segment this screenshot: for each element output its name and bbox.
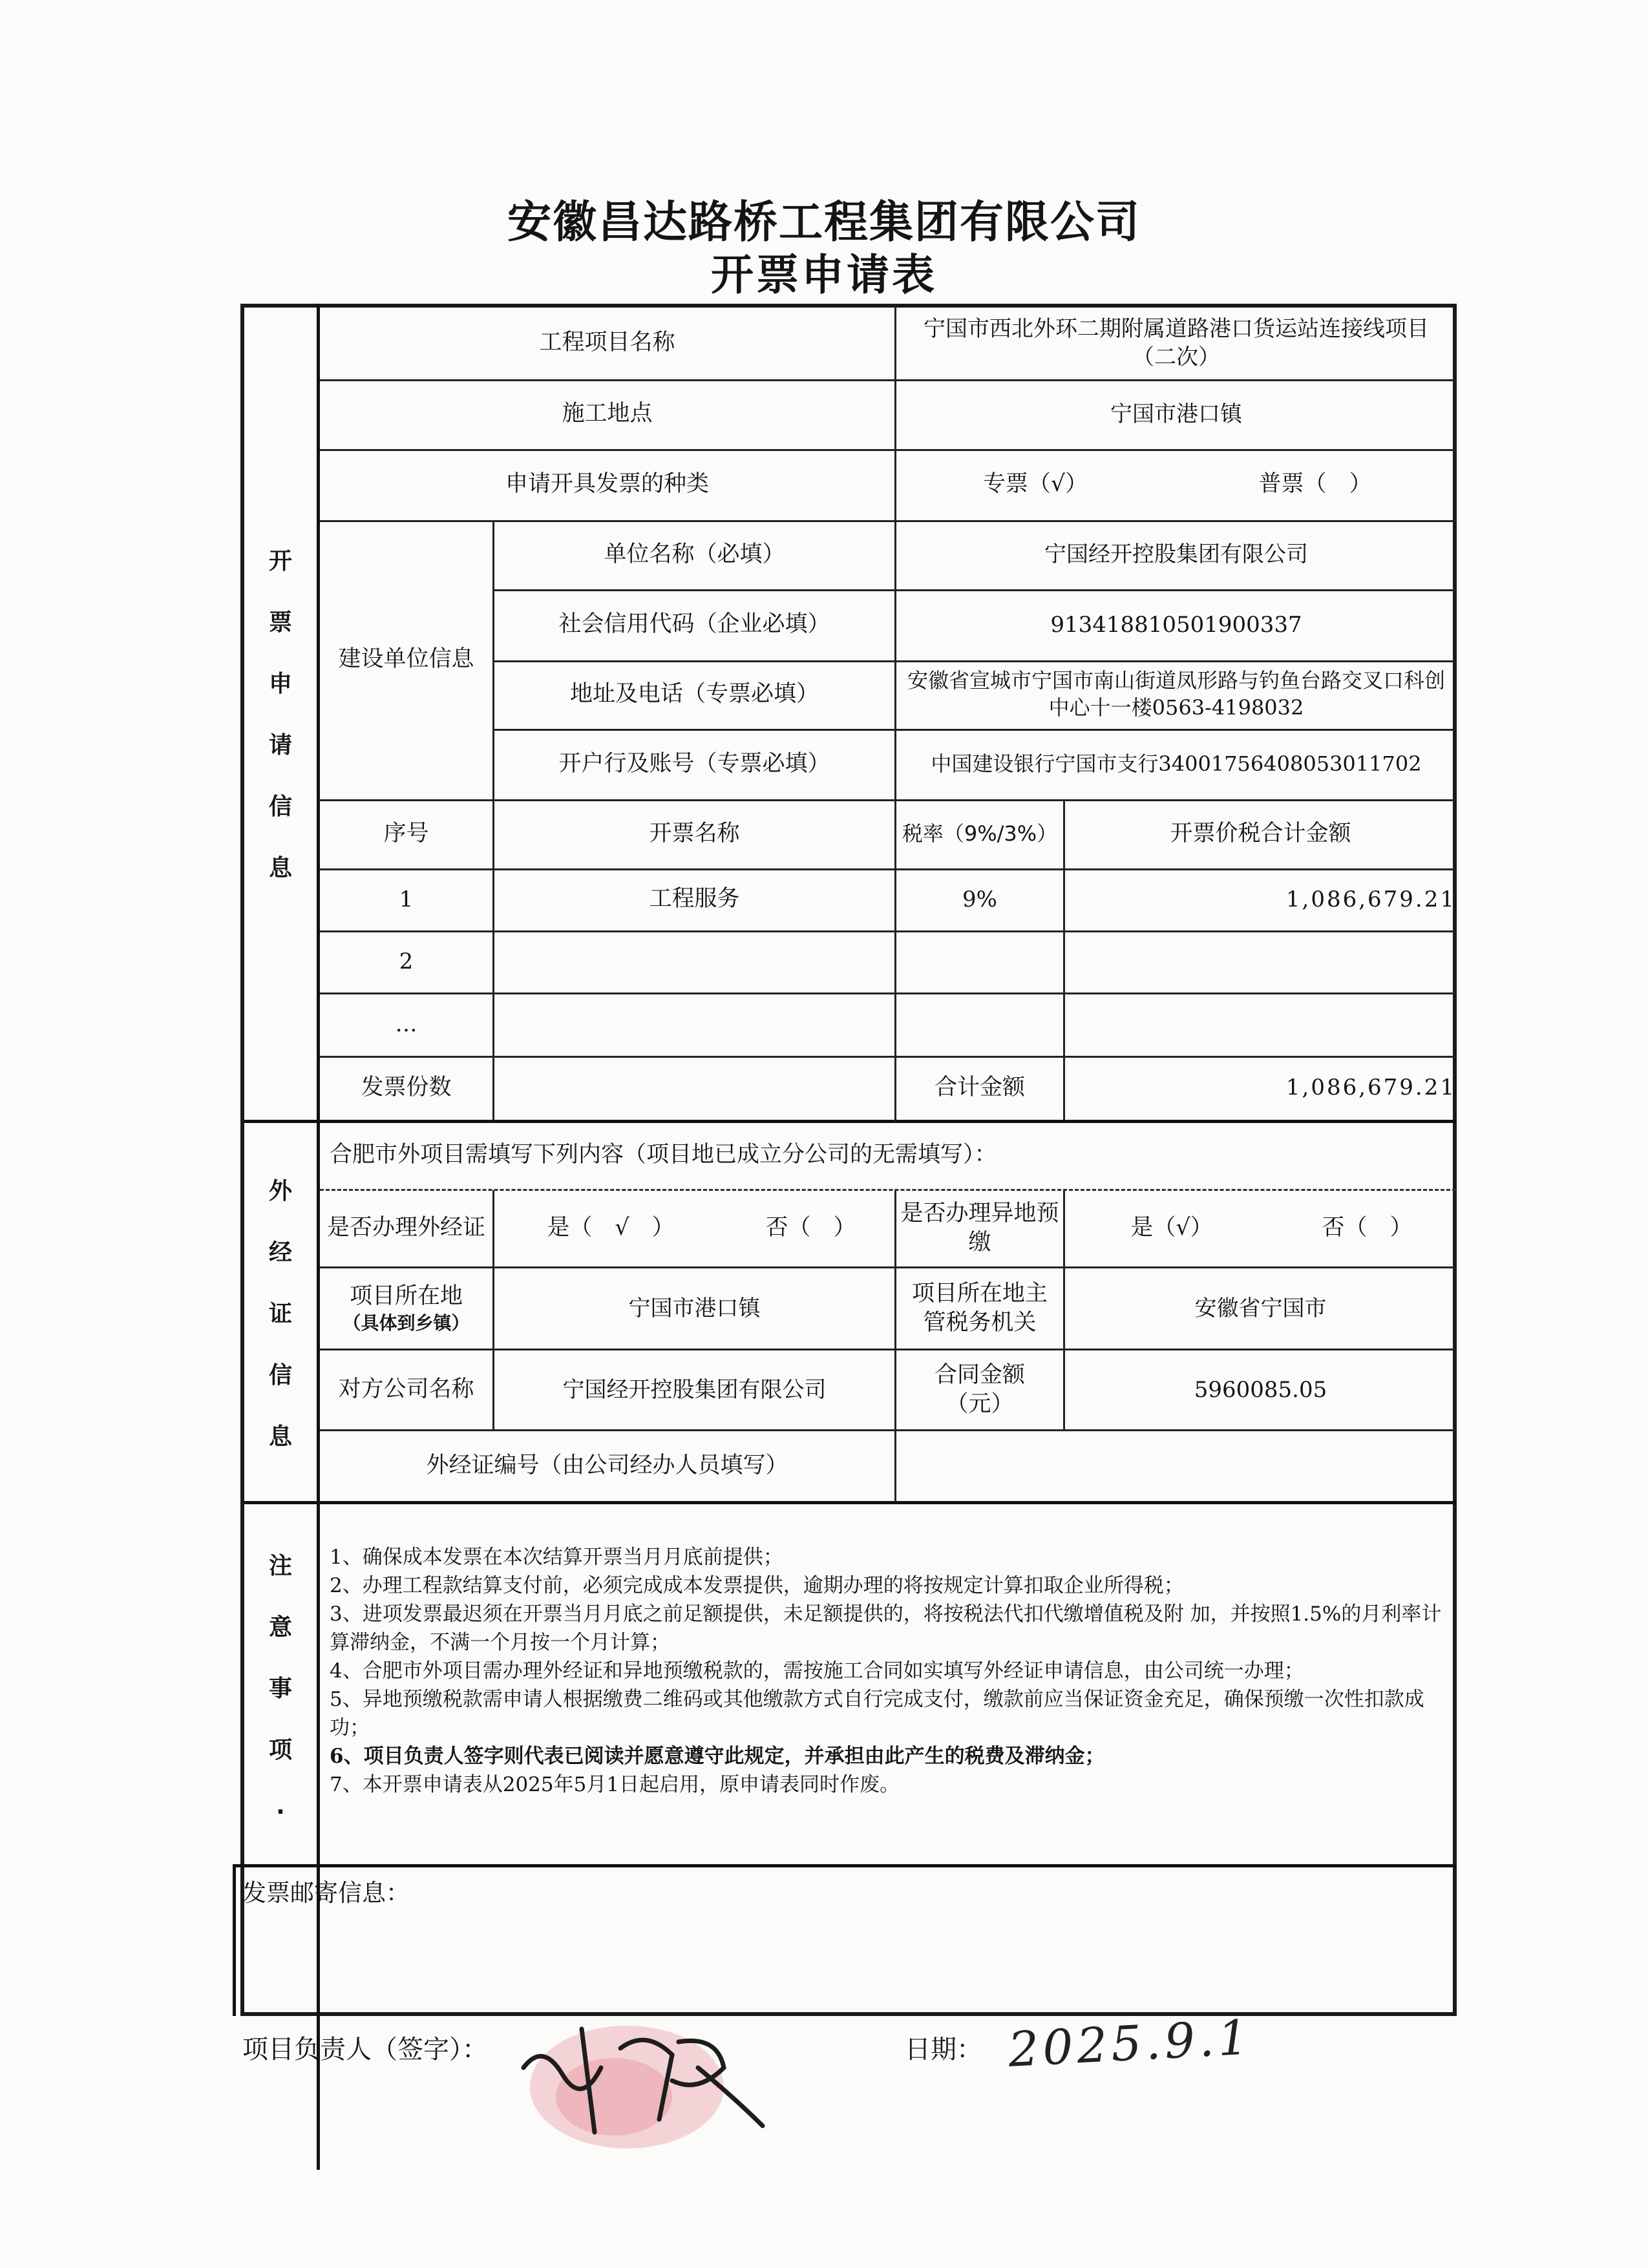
total-amount-value: 1,086,679.21	[1285, 1075, 1456, 1101]
location-value: 宁国市港口镇	[628, 1295, 761, 1321]
cert-number-label: 外经证编号（由公司经办人员填写）	[426, 1453, 788, 1479]
location-sub: （具体到乡镇）	[343, 1312, 470, 1334]
table-row-no: 1	[399, 886, 414, 912]
section-notes: 注 意 事 项 .	[268, 1552, 292, 1820]
notes-list	[330, 1543, 1454, 1799]
date-label: 日期：	[905, 2035, 982, 2064]
table-row-name: 工程服务	[649, 886, 740, 912]
company-title: 安徽昌达路桥工程集团有限公司	[507, 197, 1141, 248]
site-value: 宁国市港口镇	[1110, 401, 1242, 427]
note-item: 3、进项发票最迟须在开票当月月底之前足额提供，未足额提供的，将按税法代扣代缴增值税及附 加，并按照1.5%的月利率计算滞纳金，不满一个月按一个月计算；	[330, 1602, 1442, 1654]
table-row-name	[494, 930, 894, 992]
cert-no: 否（ ）	[765, 1215, 856, 1241]
tax-office-value: 安徽省宁国市	[1194, 1295, 1327, 1321]
note-item: 4、合肥市外项目需办理外经证和异地预缴税款的，需按施工合同如实填写外经证申请信息，由公司统一办理；	[330, 1659, 1304, 1683]
note-item: 1、确保成本发票在本次结算开票当月月底前提供；	[330, 1546, 783, 1569]
prepay-label: 是否办理异地预缴	[900, 1200, 1059, 1255]
location-label: 项目所在地	[349, 1283, 463, 1310]
cert-number-value	[896, 1431, 1456, 1501]
project-name-value: 宁国市西北外环二期附属道路港口货运站连接线项目（二次）	[924, 315, 1429, 370]
signature-text: 余昭阳	[632, 2148, 635, 2149]
form-title: 开票申请表	[711, 250, 937, 300]
address-phone-value: 安徽省宣城市宁国市南山街道凤形路与钓鱼台路交叉口科创中心十一楼0563-4198032	[907, 668, 1445, 720]
section-external-cert: 外 经 证 信 息	[268, 1177, 292, 1450]
table-row-amount	[1065, 992, 1456, 1056]
signature-stamp	[504, 1990, 788, 2152]
col-header-name: 开票名称	[649, 820, 740, 846]
section-invoice-apply: 开 票 申 请 信 息	[268, 547, 292, 881]
total-amount-label: 合计金额	[934, 1074, 1025, 1100]
table-row-name	[494, 992, 894, 1056]
col-header-no: 序号	[383, 820, 429, 846]
table-row-rate: 9%	[962, 886, 997, 912]
invoice-count-value	[494, 1056, 894, 1120]
prepay-no: 否（ ）	[1322, 1215, 1413, 1241]
table-row-no: …	[395, 1011, 417, 1037]
unit-name-value: 宁国经开控股集团有限公司	[1044, 541, 1308, 568]
cert-yes: 是（ √ ）	[547, 1215, 675, 1241]
credit-code-label: 社会信用代码（企业必填）	[558, 611, 830, 638]
location-label-cell	[320, 1268, 492, 1349]
partner-value: 宁国经开控股集团有限公司	[562, 1376, 827, 1403]
table-row-no: 2	[399, 948, 414, 974]
date-value: 2025.9.1	[1007, 2010, 1254, 2078]
note-item: 6、项目负责人签字则代表已阅读并愿意遵守此规定，并承担由此产生的税费及滞纳金；	[330, 1745, 1105, 1768]
note-item: 7、本开票申请表从2025年5月1日起启用，原申请表同时作废。	[330, 1773, 900, 1796]
builder-group-label: 建设单位信息	[338, 646, 474, 673]
cert-label: 是否办理外经证	[326, 1215, 485, 1241]
partner-label: 对方公司名称	[338, 1376, 474, 1403]
contract-value: 5960085.05	[1194, 1376, 1327, 1403]
tax-office-label: 项目所在地主管税务机关	[911, 1280, 1048, 1336]
mailing-label: 发票邮寄信息：	[242, 1878, 410, 1907]
site-label: 施工地点	[562, 401, 653, 427]
address-phone-label: 地址及电话（专票必填）	[569, 681, 819, 708]
table-row-rate	[896, 930, 1063, 992]
col-header-amount: 开票价税合计金额	[1170, 820, 1351, 846]
external-intro: 合肥市外项目需填写下列内容（项目地已成立分公司的无需填写）：	[330, 1142, 997, 1168]
project-name-label: 工程项目名称	[539, 330, 675, 356]
col-header-rate: 税率（9%/3%）	[902, 821, 1058, 846]
invoice-count-label: 发票份数	[361, 1074, 452, 1100]
invoice-type-label: 申请开具发票的种类	[505, 471, 709, 498]
bank-account-value: 中国建设银行宁国市支行34001756408053011702	[931, 751, 1422, 776]
table-row-amount	[1065, 930, 1456, 992]
bank-account-label: 开户行及账号（专票必填）	[558, 750, 830, 777]
note-item: 2、办理工程款结算支付前，必须完成成本发票提供，逾期办理的将按规定计算扣取企业所得税；	[330, 1574, 1184, 1597]
unit-name-label: 单位名称（必填）	[604, 541, 785, 567]
invoice-type-normal: 普票（ ）	[1258, 471, 1372, 498]
table-row-rate	[896, 992, 1063, 1056]
contract-label: 合同金额（元）	[934, 1361, 1025, 1417]
invoice-type-special: 专票（√）	[982, 471, 1088, 498]
note-item: 5、异地预缴税款需申请人根据缴费二维码或其他缴款方式自行完成支付，缴款前应当保证资金充足，确保预缴一次性扣款成功；	[330, 1688, 1424, 1739]
prepay-yes: 是（√）	[1130, 1215, 1213, 1241]
table-row-amount: 1,086,679.21	[1285, 886, 1456, 912]
credit-code-value: 913418810501900337	[1050, 611, 1302, 638]
leader-label: 项目负责人（签字）：	[242, 2035, 488, 2064]
